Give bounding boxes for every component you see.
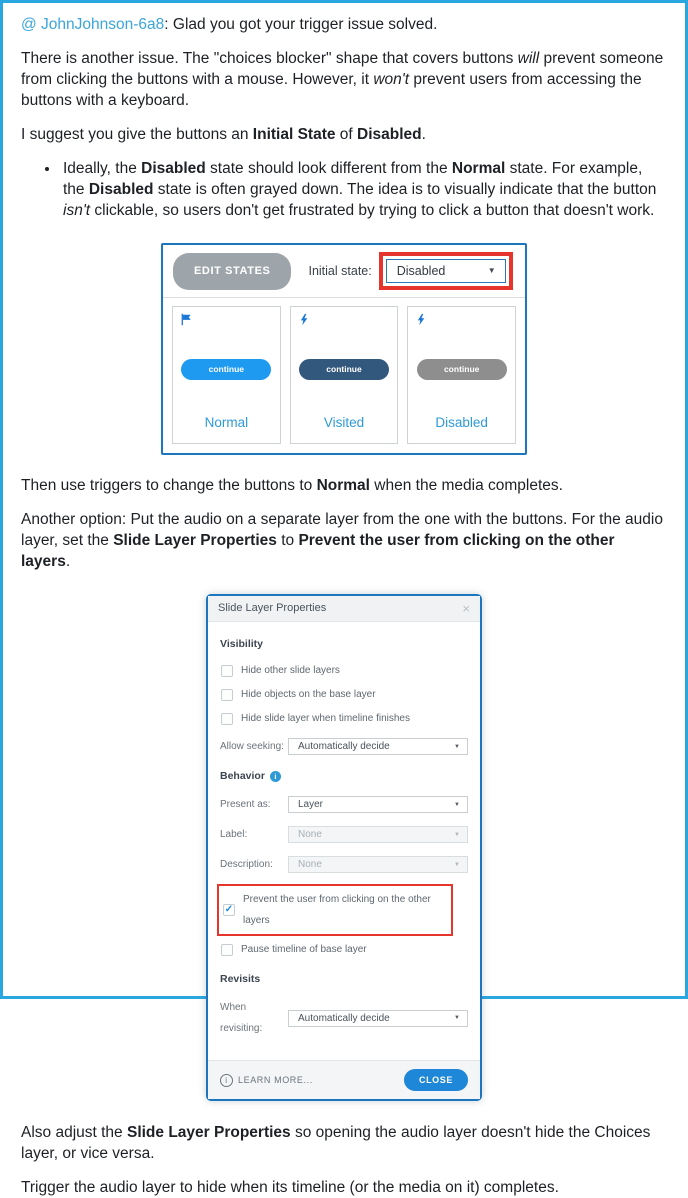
text-segment: clickable, so users don't get frustrated by trying to click a button that doesn't work. — [90, 202, 655, 219]
text-segment-italic: will — [517, 50, 540, 67]
dropdown-value: Automatically decide — [298, 1012, 390, 1024]
continue-button-disabled: continue — [417, 359, 507, 380]
text-segment: when the media completes. — [369, 477, 563, 494]
text-segment: Also adjust the — [21, 1124, 127, 1141]
state-label-disabled: Disabled — [435, 415, 488, 430]
red-highlight-box — [379, 252, 513, 290]
greeting-text: : Glad you got your trigger issue solved. — [164, 16, 438, 33]
label-dropdown — [288, 826, 468, 843]
checkbox-unchecked — [221, 665, 233, 677]
close-button: CLOSE — [404, 1069, 468, 1091]
when-revisiting-dropdown — [288, 1010, 468, 1027]
text-segment-bold: Slide Layer Properties — [126, 1124, 291, 1141]
revisits-heading: Revisits — [220, 973, 261, 985]
checkbox-row-pause-timeline — [221, 939, 468, 960]
visibility-heading: Visibility — [220, 638, 263, 650]
state-cards — [163, 298, 525, 453]
dropdown-value: None — [298, 859, 322, 870]
text-segment: Ideally, the — [63, 160, 142, 177]
dialog-title: Slide Layer Properties — [218, 602, 327, 614]
chevron-down-icon: ▼ — [454, 831, 460, 838]
text-segment: state should look different from the — [205, 160, 452, 177]
state-card-disabled — [407, 306, 516, 444]
dropdown-value: None — [298, 829, 322, 840]
text-segment-bold: Disabled — [357, 126, 422, 143]
text-segment-bold: Prevent the user from clicking on the other layers — [21, 532, 615, 570]
paragraph-issue — [21, 48, 667, 111]
label-row — [220, 824, 468, 845]
edit-states-header — [163, 245, 525, 297]
text-segment-bold: Normal — [316, 477, 370, 494]
description-dropdown — [288, 856, 468, 873]
edit-states-screenshot[interactable] — [161, 243, 527, 455]
lightning-icon — [415, 313, 428, 326]
text-segment-bold: Slide Layer Properties — [113, 532, 277, 549]
present-as-label: Present as: — [220, 799, 271, 810]
learn-more-link — [220, 1070, 313, 1091]
dialog-body — [208, 622, 480, 1052]
text-segment: prevent someone from clicking the buttons with a mouse. However, it — [21, 50, 664, 88]
checkbox-label: Hide slide layer when timeline finishes — [241, 713, 410, 724]
behavior-heading-text: Behavior — [220, 770, 265, 782]
text-segment: Another option: Put the audio on a separate layer from the one with the buttons. For the audio layer, set the — [21, 511, 663, 549]
continue-button-normal: continue — [181, 359, 271, 380]
text-segment: so opening the audio layer doesn't hide the Choices layer, or vice versa. — [21, 1124, 651, 1162]
paragraph-triggers — [21, 475, 667, 496]
paragraph-trigger-hide: Trigger the audio layer to hide when its timeline (or the media on it) completes. — [21, 1179, 559, 1196]
continue-button-visited: continue — [299, 359, 389, 380]
info-icon: i — [270, 771, 281, 782]
chevron-down-icon: ▼ — [454, 861, 460, 868]
chevron-down-icon: ▼ — [454, 801, 460, 808]
text-segment: of — [335, 126, 358, 143]
info-icon: i — [220, 1074, 233, 1087]
checkbox-row-hide-when-finishes — [221, 708, 468, 729]
lightning-icon — [298, 313, 311, 326]
edit-states-button: EDIT STATES — [173, 253, 291, 290]
checkbox-checked: ✓ — [224, 904, 234, 915]
paragraph-greeting — [21, 14, 667, 35]
paragraph-adjust — [21, 1122, 667, 1164]
red-highlight-prevent-row — [217, 884, 453, 936]
flag-icon — [180, 313, 193, 326]
checkbox-unchecked — [221, 944, 233, 956]
paragraph-suggestion — [21, 124, 667, 145]
dropdown-value: Layer — [298, 799, 324, 810]
bullet-list — [21, 158, 667, 221]
state-label-normal: Normal — [204, 415, 249, 430]
allow-seeking-dropdown — [288, 738, 468, 755]
checkbox-label: Pause timeline of base layer — [241, 944, 367, 955]
paragraph-another-option — [21, 509, 667, 572]
state-card-normal — [172, 306, 281, 444]
dropdown-value: Automatically decide — [298, 741, 390, 752]
chevron-down-icon: ▼ — [487, 266, 496, 275]
text-segment: state. For example, the — [63, 160, 643, 198]
text-segment: I suggest you give the buttons an — [21, 126, 253, 143]
description-row — [220, 854, 468, 875]
checkbox-label: Hide objects on the base layer — [241, 689, 376, 700]
when-revisiting-label: When revisiting: — [220, 1002, 263, 1034]
checkbox-row-hide-base-objects — [221, 684, 468, 705]
text-segment-bold: Disabled — [88, 181, 154, 198]
chevron-down-icon: ▼ — [454, 1015, 460, 1021]
bullet-item — [60, 158, 667, 221]
dialog-footer — [208, 1060, 480, 1099]
text-segment: Then use triggers to change the buttons to — [21, 477, 317, 494]
initial-state-value: Disabled — [396, 263, 446, 278]
checkbox-label: Prevent the user from clicking on the other layers — [243, 894, 431, 926]
state-label-visited: Visited — [323, 415, 365, 430]
present-as-dropdown — [288, 796, 468, 813]
initial-state-label: Initial state: — [308, 263, 372, 278]
state-card-visited — [290, 306, 399, 444]
chevron-down-icon: ▼ — [454, 743, 460, 750]
text-segment: to — [276, 532, 299, 549]
description-label: Description: — [220, 859, 273, 870]
text-segment: . — [65, 553, 71, 570]
text-segment-bold: Disabled — [141, 160, 206, 177]
initial-state-dropdown — [386, 259, 506, 283]
present-as-row — [220, 794, 468, 815]
text-segment: . — [421, 126, 426, 143]
text-segment: prevent users from accessing the buttons with a keyboard. — [21, 71, 642, 109]
text-segment-italic: won't — [373, 71, 410, 88]
behavior-heading — [220, 766, 468, 787]
text-segment-italic: isn't — [63, 202, 91, 219]
text-segment: state is often grayed down. The idea is to visually indicate that the button — [153, 181, 657, 198]
learn-more-label: LEARN MORE... — [238, 1074, 313, 1085]
text-segment-bold: Normal — [451, 160, 506, 177]
checkbox-unchecked — [221, 689, 233, 701]
checkbox-row-hide-other-layers — [221, 660, 468, 681]
label-label: Label: — [220, 829, 248, 840]
checkbox-unchecked — [221, 713, 233, 725]
slide-layer-properties-screenshot[interactable] — [206, 594, 482, 1101]
checkbox-label: Hide other slide layers — [241, 665, 340, 676]
text-segment: There is another issue. The "choices blocker" shape that covers buttons — [21, 50, 518, 67]
allow-seeking-label: Allow seeking: — [220, 741, 284, 752]
allow-seeking-row — [220, 736, 468, 757]
dialog-titlebar — [208, 596, 480, 622]
when-revisiting-row — [220, 997, 468, 1039]
text-segment-bold: Initial State — [252, 126, 336, 143]
close-icon: × — [462, 601, 470, 616]
mention-link[interactable]: @ JohnJohnson-6a8 — [21, 16, 165, 33]
